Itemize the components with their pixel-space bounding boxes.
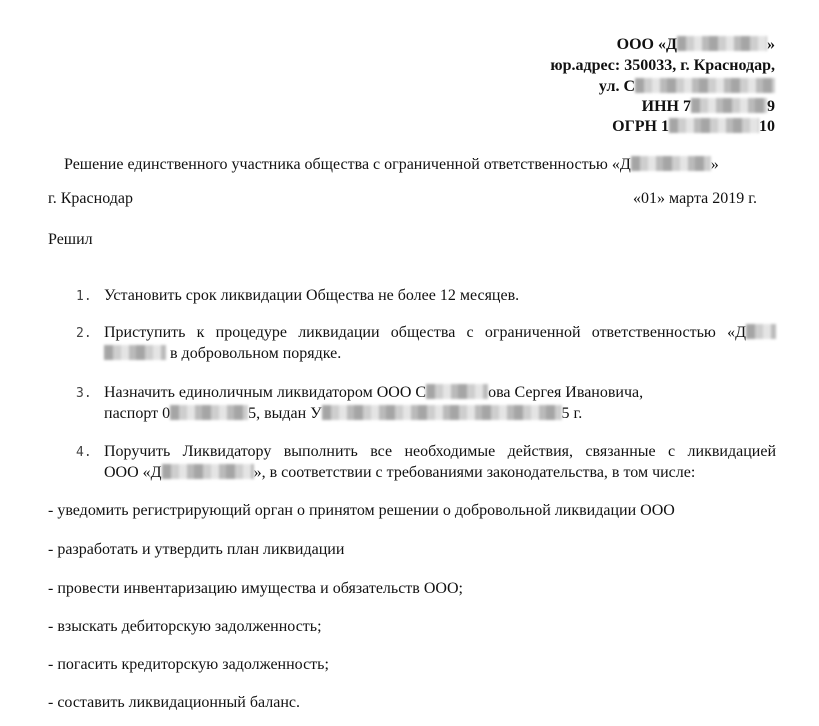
bullet-item: - взыскать дебиторскую задолженность;	[48, 618, 322, 635]
redacted-text	[746, 324, 776, 339]
decided-heading: Решил	[48, 231, 93, 248]
redacted-text	[322, 405, 562, 420]
list-item	[76, 324, 776, 363]
legal-address: юр.адрес: 350033, г. Краснодар,	[550, 57, 775, 74]
list-item	[76, 443, 776, 482]
item-line: ООО «Д », в соответствии с требованиями законодательства, в том числе:	[104, 464, 696, 481]
bullet-item: - уведомить регистрирующий орган о принятом решении о добровольной ликвидации ООО	[48, 502, 675, 519]
item-line: паспорт 0 5, выдан У 5 г.	[104, 405, 583, 422]
redacted-text	[170, 405, 248, 420]
redacted-text	[426, 384, 488, 399]
item-line: 3. Назначить единоличным ликвидатором ООО С ова Сергея Ивановича,	[76, 384, 644, 401]
bullet-item: - провести инвентаризацию имущества и обязательств ООО;	[48, 580, 463, 597]
redacted-text	[691, 98, 767, 113]
bullet-item: - составить ликвидационный баланс.	[48, 694, 300, 711]
document-date: «01» марта 2019 г.	[633, 190, 757, 207]
street-line: ул. С	[599, 78, 775, 96]
redacted-text	[631, 156, 711, 171]
company-name: ООО «Д »	[616, 36, 775, 53]
redacted-text	[677, 36, 767, 51]
redacted-text	[635, 78, 775, 93]
inn-line: ИНН 7 9	[641, 98, 775, 115]
document-title: Решение единственного участника общества с ограниченной ответственностью «Д »	[64, 156, 719, 173]
item-line: в добровольном порядке.	[104, 345, 776, 363]
bullet-item: - погасить кредиторскую задолженность;	[48, 656, 329, 673]
redacted-text	[104, 345, 166, 360]
item-number: 3.	[76, 386, 92, 401]
ogrn-line: ОГРН 1 10	[612, 118, 775, 135]
redacted-text	[669, 118, 759, 133]
list-item: 1. Установить срок ликвидации Общества не более 12 месяцев.	[76, 287, 520, 304]
item-number: 1.	[76, 289, 92, 304]
item-line: 2. Приступить к процедуре ликвидации общества с ограниченной ответственностью «Д	[76, 324, 776, 342]
item-number: 4.	[76, 445, 92, 460]
list-item	[76, 384, 643, 423]
item-line: 4. Поручить Ликвидатору выполнить все необходимые действия, связанные с ликвидацией	[76, 443, 776, 460]
city: г. Краснодар	[48, 190, 133, 207]
bullet-item: - разработать и утвердить план ликвидации	[48, 541, 345, 558]
item-number: 2.	[76, 326, 92, 341]
redacted-text	[162, 464, 254, 479]
